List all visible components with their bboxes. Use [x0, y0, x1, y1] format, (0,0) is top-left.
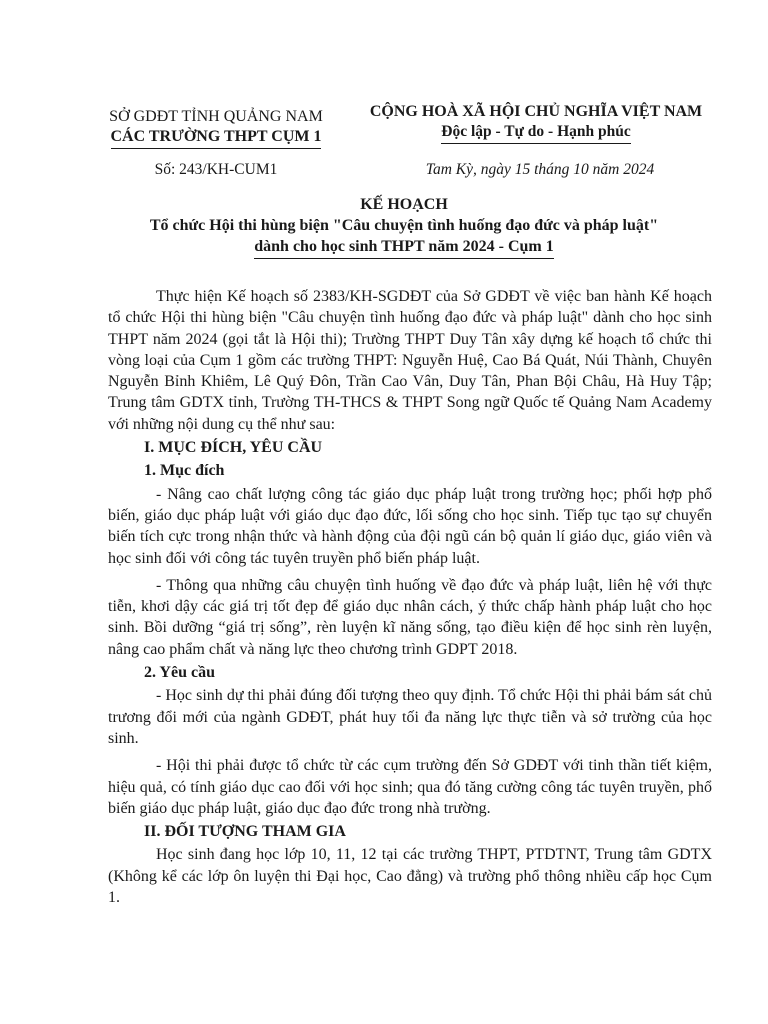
national-motto: Độc lập - Tự do - Hạnh phúc [441, 122, 630, 144]
purpose-paragraph-2: - Thông qua những câu chuyện tình huống về đạo đức và pháp luật, liên hệ với thực tiễn, khơi dậy các giá trị tốt đẹp để giáo dục nhân cách, ý thức chấp hành pháp luật cho học sinh. Bồi dưỡng “giá trị sống”, rèn luyện kĩ năng sống, tạo điều kiện để học sinh rèn luyện, nâng cao phẩm chất và năng lực theo chương trình GDPT 2018. [108, 576, 712, 658]
requirements-paragraph-2: - Hội thi phải được tổ chức từ các cụm trường đến Sở GDĐT với tinh thần tiết kiệm, hiệu quả, có tính giáo dục cao đối với học sinh; qua đó tăng cường công tác tuyên truyền, phổ biến giáo dục pháp luật, giáo dục đạo đức trong nhà trường. [108, 757, 712, 817]
document-subtitle-line1: Tổ chức Hội thi hùng biện "Câu chuyện tình huống đạo đức và pháp luật" [149, 217, 659, 234]
national-title: CỘNG HOÀ XÃ HỘI CHỦ NGHĨA VIỆT NAM [369, 103, 703, 120]
document-number: Số: 243/KH-CUM1 [154, 161, 278, 178]
document-body [108, 286, 712, 908]
document-subtitle-line2: dành cho học sinh THPT năm 2024 - Cụm 1 [254, 236, 553, 259]
subsection-heading-requirements: 2. Yêu cầu [144, 664, 215, 682]
organization-name: CÁC TRƯỜNG THPT CỤM 1 [111, 127, 322, 149]
section-heading-2: II. ĐỐI TƯỢNG THAM GIA [144, 823, 346, 841]
header-left-block [96, 107, 336, 149]
requirements-paragraph-1: - Học sinh dự thi phải đúng đối tượng theo quy định. Tổ chức Hội thi phải bám sát chủ trương đổi mới của ngành GDĐT, phát huy tối đa năng lực thực tiễn và sở trường của học sinh. [108, 687, 712, 747]
department-name: SỞ GDĐT TỈNH QUẢNG NAM [109, 108, 323, 125]
subsection-heading-purpose: 1. Mục đích [144, 462, 225, 480]
intro-paragraph: Thực hiện Kế hoạch số 2383/KH-SGDĐT của Sở GDĐT về việc ban hành Kế hoạch tổ chức Hội thi hùng biện "Câu chuyện tình huống đạo đức và pháp luật" dành cho học sinh THPT năm 2024 (gọi tắt là Hội thi); Trường THPT Duy Tân xây dựng kế hoạch tổ chức thi vòng loại của Cụm 1 gồm các trường THPT: Nguyễn Huệ, Cao Bá Quát, Núi Thành, Chuyên Nguyễn Bỉnh Khiêm, Lê Quý Đôn, Trần Cao Vân, Duy Tân, Phan Bội Châu, Hà Huy Tập; Trung tâm GDTX tỉnh, Trường TH-THCS & THPT Song ngữ Quốc tế Quảng Nam Academy với những nội dung cụ thể như sau: [108, 288, 712, 433]
document-title: KẾ HOẠCH [360, 196, 448, 213]
title-block [96, 195, 712, 259]
section-heading-1: I. MỤC ĐÍCH, YÊU CẦU [144, 439, 323, 457]
purpose-paragraph-1: - Nâng cao chất lượng công tác giáo dục pháp luật trong trường học; phối hợp phổ biến, giáo dục pháp luật với giáo dục đạo đức, lối sống cho học sinh. Tiếp tục tạo sự chuyển biến tích cực trong nhận thức và hành động của đội ngũ cán bộ quản lí giáo dục, giáo viên và học sinh đối với công tác tuyên truyền phổ biến pháp luật. [108, 485, 712, 567]
participants-paragraph: Học sinh đang học lớp 10, 11, 12 tại các trường THPT, PTDTNT, Trung tâm GDTX (Không kể các lớp ôn luyện thi Đại học, Cao đẳng) và trường phổ thông nhiều cấp học Cụm 1. [108, 846, 712, 907]
header-right-block [358, 102, 714, 144]
place-and-date: Tam Kỳ, ngày 15 tháng 10 năm 2024 [425, 161, 655, 178]
